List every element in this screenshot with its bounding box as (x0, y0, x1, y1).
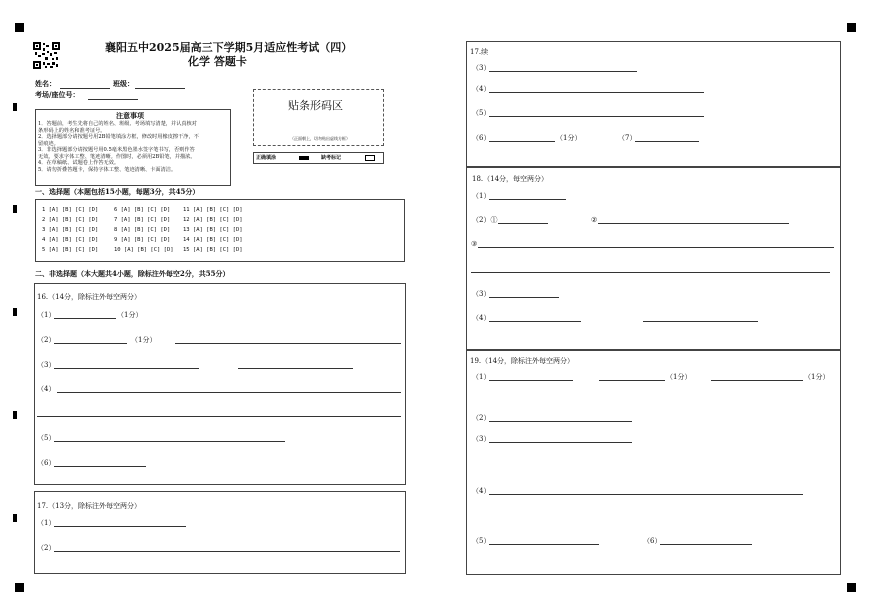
correct-fill-sample (299, 156, 309, 160)
q16-4-answer[interactable] (57, 392, 401, 393)
q19-6-answer[interactable] (660, 544, 752, 545)
choice-item[interactable]: 9 [A] [B] [C] [D] (114, 237, 171, 243)
notes-list (38, 121, 199, 173)
q19-box (466, 350, 841, 575)
choice-item[interactable]: 6 [A] [B] [C] [D] (114, 207, 171, 213)
q17-continued-box (466, 41, 841, 167)
q16-6-label: （6） (37, 459, 56, 467)
corner-mark-br (847, 583, 856, 592)
choice-item[interactable]: 1 [A] [B] [C] [D] (42, 207, 99, 213)
exam-title: 襄阳五中2025届高三下学期5月适应性考试（四） (105, 41, 353, 54)
q18-2-answer-1[interactable] (498, 223, 548, 224)
q16-3-label: （3） (37, 361, 56, 369)
q17c-7-label: （7） (618, 134, 637, 142)
q19-4-label: （4） (472, 487, 491, 495)
q16-1-answer[interactable] (54, 318, 116, 319)
side-mark (13, 308, 17, 316)
choice-item[interactable]: 11 [A] [B] [C] [D] (183, 207, 243, 213)
q18-box (466, 167, 841, 350)
side-mark (13, 205, 17, 213)
choice-item[interactable]: 5 [A] [B] [C] [D] (42, 247, 99, 253)
notes-title: 注意事项 (116, 111, 144, 120)
q16-1-score: （1分） (117, 311, 143, 319)
q18-2-answer-3b[interactable] (471, 272, 830, 273)
q17c-5-answer[interactable] (489, 116, 704, 117)
absent-mark-checkbox[interactable] (365, 155, 375, 161)
side-mark (13, 514, 17, 522)
q19-6-label: （6） (643, 537, 662, 545)
room-label: 考场/座位号： (35, 90, 80, 99)
choice-item[interactable]: 14 [A] [B] [C] [D] (183, 237, 243, 243)
q16-2-answer[interactable] (54, 343, 127, 344)
q17-2-label: （2） (37, 544, 56, 552)
choice-item[interactable]: 10 [A] [B] [C] [D] (114, 247, 174, 253)
room-field[interactable] (88, 99, 138, 100)
choice-item[interactable]: 2 [A] [B] [C] [D] (42, 217, 99, 223)
q18-2-label-c: ③ (471, 240, 478, 248)
notes-line: 3．非选择题部分请按题号用0.5毫米黑色墨水签字笔书写，否则作答 (38, 147, 195, 153)
q18-2-label: （2）① (472, 216, 498, 224)
q17c-6-label: （6） (472, 134, 491, 142)
q17c-4-answer[interactable] (489, 92, 704, 93)
exam-subtitle: 化学 答题卡 (188, 55, 247, 68)
q16-1-label: （1） (37, 311, 56, 319)
q17c-7-answer[interactable] (635, 141, 699, 142)
notes-box (35, 109, 231, 186)
notes-line: 条形码上的姓名和准考证号。 (38, 127, 106, 134)
q16-4-label: （4） (37, 385, 56, 393)
choice-item[interactable]: 15 [A] [B] [C] [D] (183, 247, 243, 253)
q17-heading: 17.（13分，除标注外每空两分） (37, 502, 142, 510)
q16-box (34, 283, 406, 485)
q19-3-answer[interactable] (489, 442, 632, 443)
q17c-5-label: （5） (472, 109, 491, 117)
q18-heading: 18.（14分，每空两分） (472, 175, 549, 183)
q16-heading: 16.（14分，除标注外每空两分） (37, 293, 142, 301)
choice-item[interactable]: 13 [A] [B] [C] [D] (183, 227, 243, 233)
q17-1-answer[interactable] (54, 526, 186, 527)
q19-1-score-b: （1分） (804, 373, 830, 381)
q16-3-answer-b[interactable] (238, 368, 353, 369)
q16-4-answer-b[interactable] (37, 416, 401, 417)
q19-1-answer-c[interactable] (711, 380, 803, 381)
corner-mark-bl (15, 583, 24, 592)
q17-box (34, 491, 406, 574)
q19-3-label: （3） (472, 435, 491, 443)
notes-line: 2．选择题部分请按题号用2B铅笔填涂方框，修改时用橡皮擦干净，不 (38, 134, 199, 140)
class-field[interactable] (135, 88, 185, 89)
q19-1-label: （1） (472, 373, 491, 381)
barcode-title: 贴条形码区 (288, 99, 343, 112)
q19-heading: 19.（14分，除标注外每空两分） (470, 357, 575, 365)
q17c-6-score: （1分） (556, 134, 582, 142)
notes-line: 5．请勿折叠答题卡，保持字体工整、笔迹清晰、卡面清洁。 (38, 166, 177, 173)
name-label: 姓名： (35, 79, 56, 88)
choice-item[interactable]: 8 [A] [B] [C] [D] (114, 227, 171, 233)
q17-2-answer[interactable] (54, 551, 400, 552)
correct-fill-label: 正确填涂 (256, 155, 277, 161)
q17c-4-label: （4） (472, 85, 491, 93)
q19-4-answer[interactable] (489, 494, 803, 495)
qr-code-image (33, 42, 60, 69)
q16-2-label: （2） (37, 336, 56, 344)
q19-2-label: （2） (472, 414, 491, 422)
choice-item[interactable]: 12 [A] [B] [C] [D] (183, 217, 243, 223)
q16-3-answer[interactable] (54, 368, 199, 369)
corner-mark-tr (847, 23, 856, 32)
barcode-note: （正面朝上，切勿贴出虚线方框） (290, 136, 350, 141)
section2-title: 二、非选择题（本大题共4小题，除标注外每空2分，共55分） (35, 269, 230, 278)
corner-mark-tl (15, 23, 24, 32)
choice-grid (35, 199, 405, 262)
side-mark (13, 411, 17, 419)
q19-1-score-a: （1分） (666, 373, 692, 381)
choice-item[interactable]: 7 [A] [B] [C] [D] (114, 217, 171, 223)
q19-1-answer-a[interactable] (489, 380, 573, 381)
notes-line: 1．答题前，考生先将自己的姓名、班级、考场填写清楚，并认真核对 (38, 121, 197, 127)
absent-mark-label: 缺考标记 (321, 155, 342, 161)
q16-6-answer[interactable] (54, 466, 146, 467)
q19-5-answer[interactable] (489, 544, 599, 545)
notes-line: 无效。要求字体工整、笔迹清晰。作图时，必须用2B铅笔，并描浓。 (38, 153, 196, 160)
q17c-3-label: （3） (472, 64, 491, 72)
q18-3-label: （3） (472, 290, 491, 298)
q19-2-answer[interactable] (489, 421, 632, 422)
q17c-6-answer[interactable] (489, 141, 555, 142)
q16-5-answer[interactable] (54, 441, 285, 442)
q16-2-answer-b[interactable] (175, 343, 401, 344)
q18-4-label: （4） (472, 314, 491, 322)
side-mark (13, 103, 17, 111)
q18-1-label: （1） (472, 192, 491, 200)
q16-2-score: （1分） (131, 336, 157, 344)
q16-5-label: （5） (37, 434, 56, 442)
choice-item[interactable]: 4 [A] [B] [C] [D] (42, 237, 99, 243)
q19-5-label: （5） (472, 537, 491, 545)
class-label: 班级： (113, 79, 134, 88)
q18-2-answer-2[interactable] (598, 223, 789, 224)
q18-4-answer[interactable] (489, 321, 581, 322)
q18-2-answer-3[interactable] (478, 247, 834, 248)
q18-4-answer-b[interactable] (643, 321, 758, 322)
q18-2-label-b: ② (591, 216, 598, 224)
notes-line: 4．在草稿纸、试题卷上作答无效。 (38, 160, 120, 166)
q19-1-answer-b[interactable] (599, 380, 665, 381)
fill-mark-legend (253, 152, 384, 164)
section1-title: 一、选择题（本题包括15小题，每题3分，共45分） (35, 187, 200, 196)
q17-1-label: （1） (37, 519, 56, 527)
q17c-heading: 17.续 (470, 48, 489, 56)
barcode-area (253, 89, 384, 146)
q17c-3-answer[interactable] (489, 71, 637, 72)
name-field[interactable] (60, 88, 110, 89)
choice-item[interactable]: 3 [A] [B] [C] [D] (42, 227, 99, 233)
q18-1-answer[interactable] (489, 199, 566, 200)
notes-line: 留痕迹。 (38, 140, 59, 147)
q18-3-answer[interactable] (489, 297, 559, 298)
